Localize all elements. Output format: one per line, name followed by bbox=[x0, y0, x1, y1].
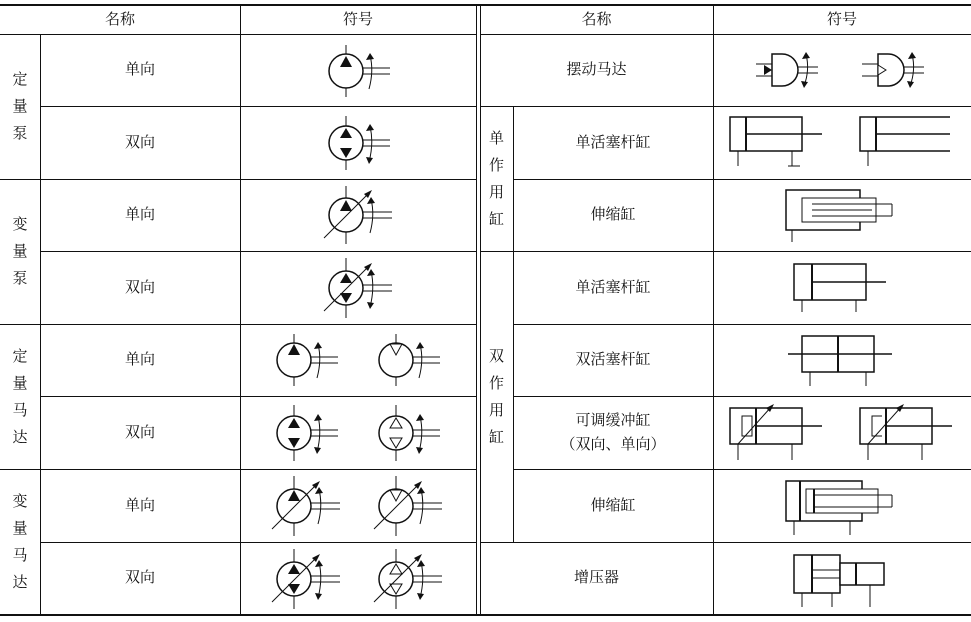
direction-label: 单向 bbox=[124, 495, 155, 514]
motor-one-way-fixed-icon bbox=[372, 334, 442, 386]
group-label-single-acting: 单 作 用 缸 bbox=[488, 128, 504, 228]
name-telescopic-cylinder: 伸缩缸 bbox=[590, 205, 636, 224]
group-label-double-acting: 双 作 用 缸 bbox=[488, 346, 504, 446]
motor-two-way-variable-icon bbox=[368, 549, 444, 609]
double-rod-cylinder-icon bbox=[786, 334, 896, 388]
motor-one-way-variable-icon bbox=[266, 476, 342, 536]
name-single-rod-cylinder: 单活塞杆缸 bbox=[575, 277, 651, 296]
direction-label: 双向 bbox=[124, 422, 155, 441]
name-adjustable-cushion-cylinder: 可调缓冲缸 （双向、单向） bbox=[560, 411, 666, 453]
motor-two-way-fixed-icon bbox=[270, 405, 340, 461]
header-symbol: 符号 bbox=[826, 9, 857, 28]
adjustable-cushion-cylinder-icon bbox=[726, 404, 826, 464]
group-label-fixed-motor: 定 量 马 达 bbox=[12, 346, 28, 446]
direction-label: 双向 bbox=[124, 568, 155, 587]
telescopic-cylinder-icon bbox=[782, 186, 898, 244]
pump-one-way-fixed-icon bbox=[322, 45, 392, 97]
swing-motor-icon bbox=[858, 50, 928, 90]
name-double-rod-cylinder: 双活塞杆缸 bbox=[575, 350, 651, 369]
direction-label: 单向 bbox=[124, 350, 155, 369]
direction-label: 双向 bbox=[124, 277, 155, 296]
direction-label: 双向 bbox=[124, 132, 155, 151]
header-name: 名称 bbox=[104, 9, 135, 28]
telescopic-cylinder-icon bbox=[782, 477, 898, 539]
intensifier-icon bbox=[790, 549, 890, 609]
single-rod-cylinder-icon bbox=[726, 114, 826, 170]
pump-one-way-variable-icon bbox=[318, 186, 394, 244]
direction-label: 单向 bbox=[124, 60, 155, 79]
swing-motor-icon bbox=[752, 50, 822, 90]
motor-one-way-variable-icon bbox=[368, 476, 444, 536]
group-label-variable-pump: 变 量 泵 bbox=[12, 215, 28, 287]
single-rod-cylinder-icon bbox=[856, 114, 956, 170]
column-divider bbox=[240, 5, 241, 615]
table-bottom-rule bbox=[0, 614, 971, 616]
motor-two-way-fixed-icon bbox=[372, 405, 442, 461]
pump-two-way-fixed-icon bbox=[322, 116, 392, 170]
motor-two-way-variable-icon bbox=[266, 549, 342, 609]
name-single-rod-cylinder: 单活塞杆缸 bbox=[575, 132, 651, 151]
single-rod-cylinder-icon bbox=[790, 260, 890, 316]
header-name: 名称 bbox=[581, 9, 612, 28]
group-label-variable-motor: 变 量 马 达 bbox=[12, 491, 28, 591]
header-symbol: 符号 bbox=[342, 9, 373, 28]
table-split-line bbox=[476, 5, 477, 615]
name-intensifier: 增压器 bbox=[573, 568, 619, 587]
adjustable-cushion-cylinder-icon bbox=[856, 404, 956, 464]
name-swing-motor: 摆动马达 bbox=[566, 60, 627, 79]
direction-label: 单向 bbox=[124, 205, 155, 224]
motor-one-way-fixed-icon bbox=[270, 334, 340, 386]
name-telescopic-cylinder: 伸缩缸 bbox=[590, 495, 636, 514]
group-label-fixed-pump: 定 量 泵 bbox=[12, 70, 28, 142]
column-divider bbox=[713, 5, 714, 615]
pump-two-way-variable-icon bbox=[318, 258, 394, 318]
